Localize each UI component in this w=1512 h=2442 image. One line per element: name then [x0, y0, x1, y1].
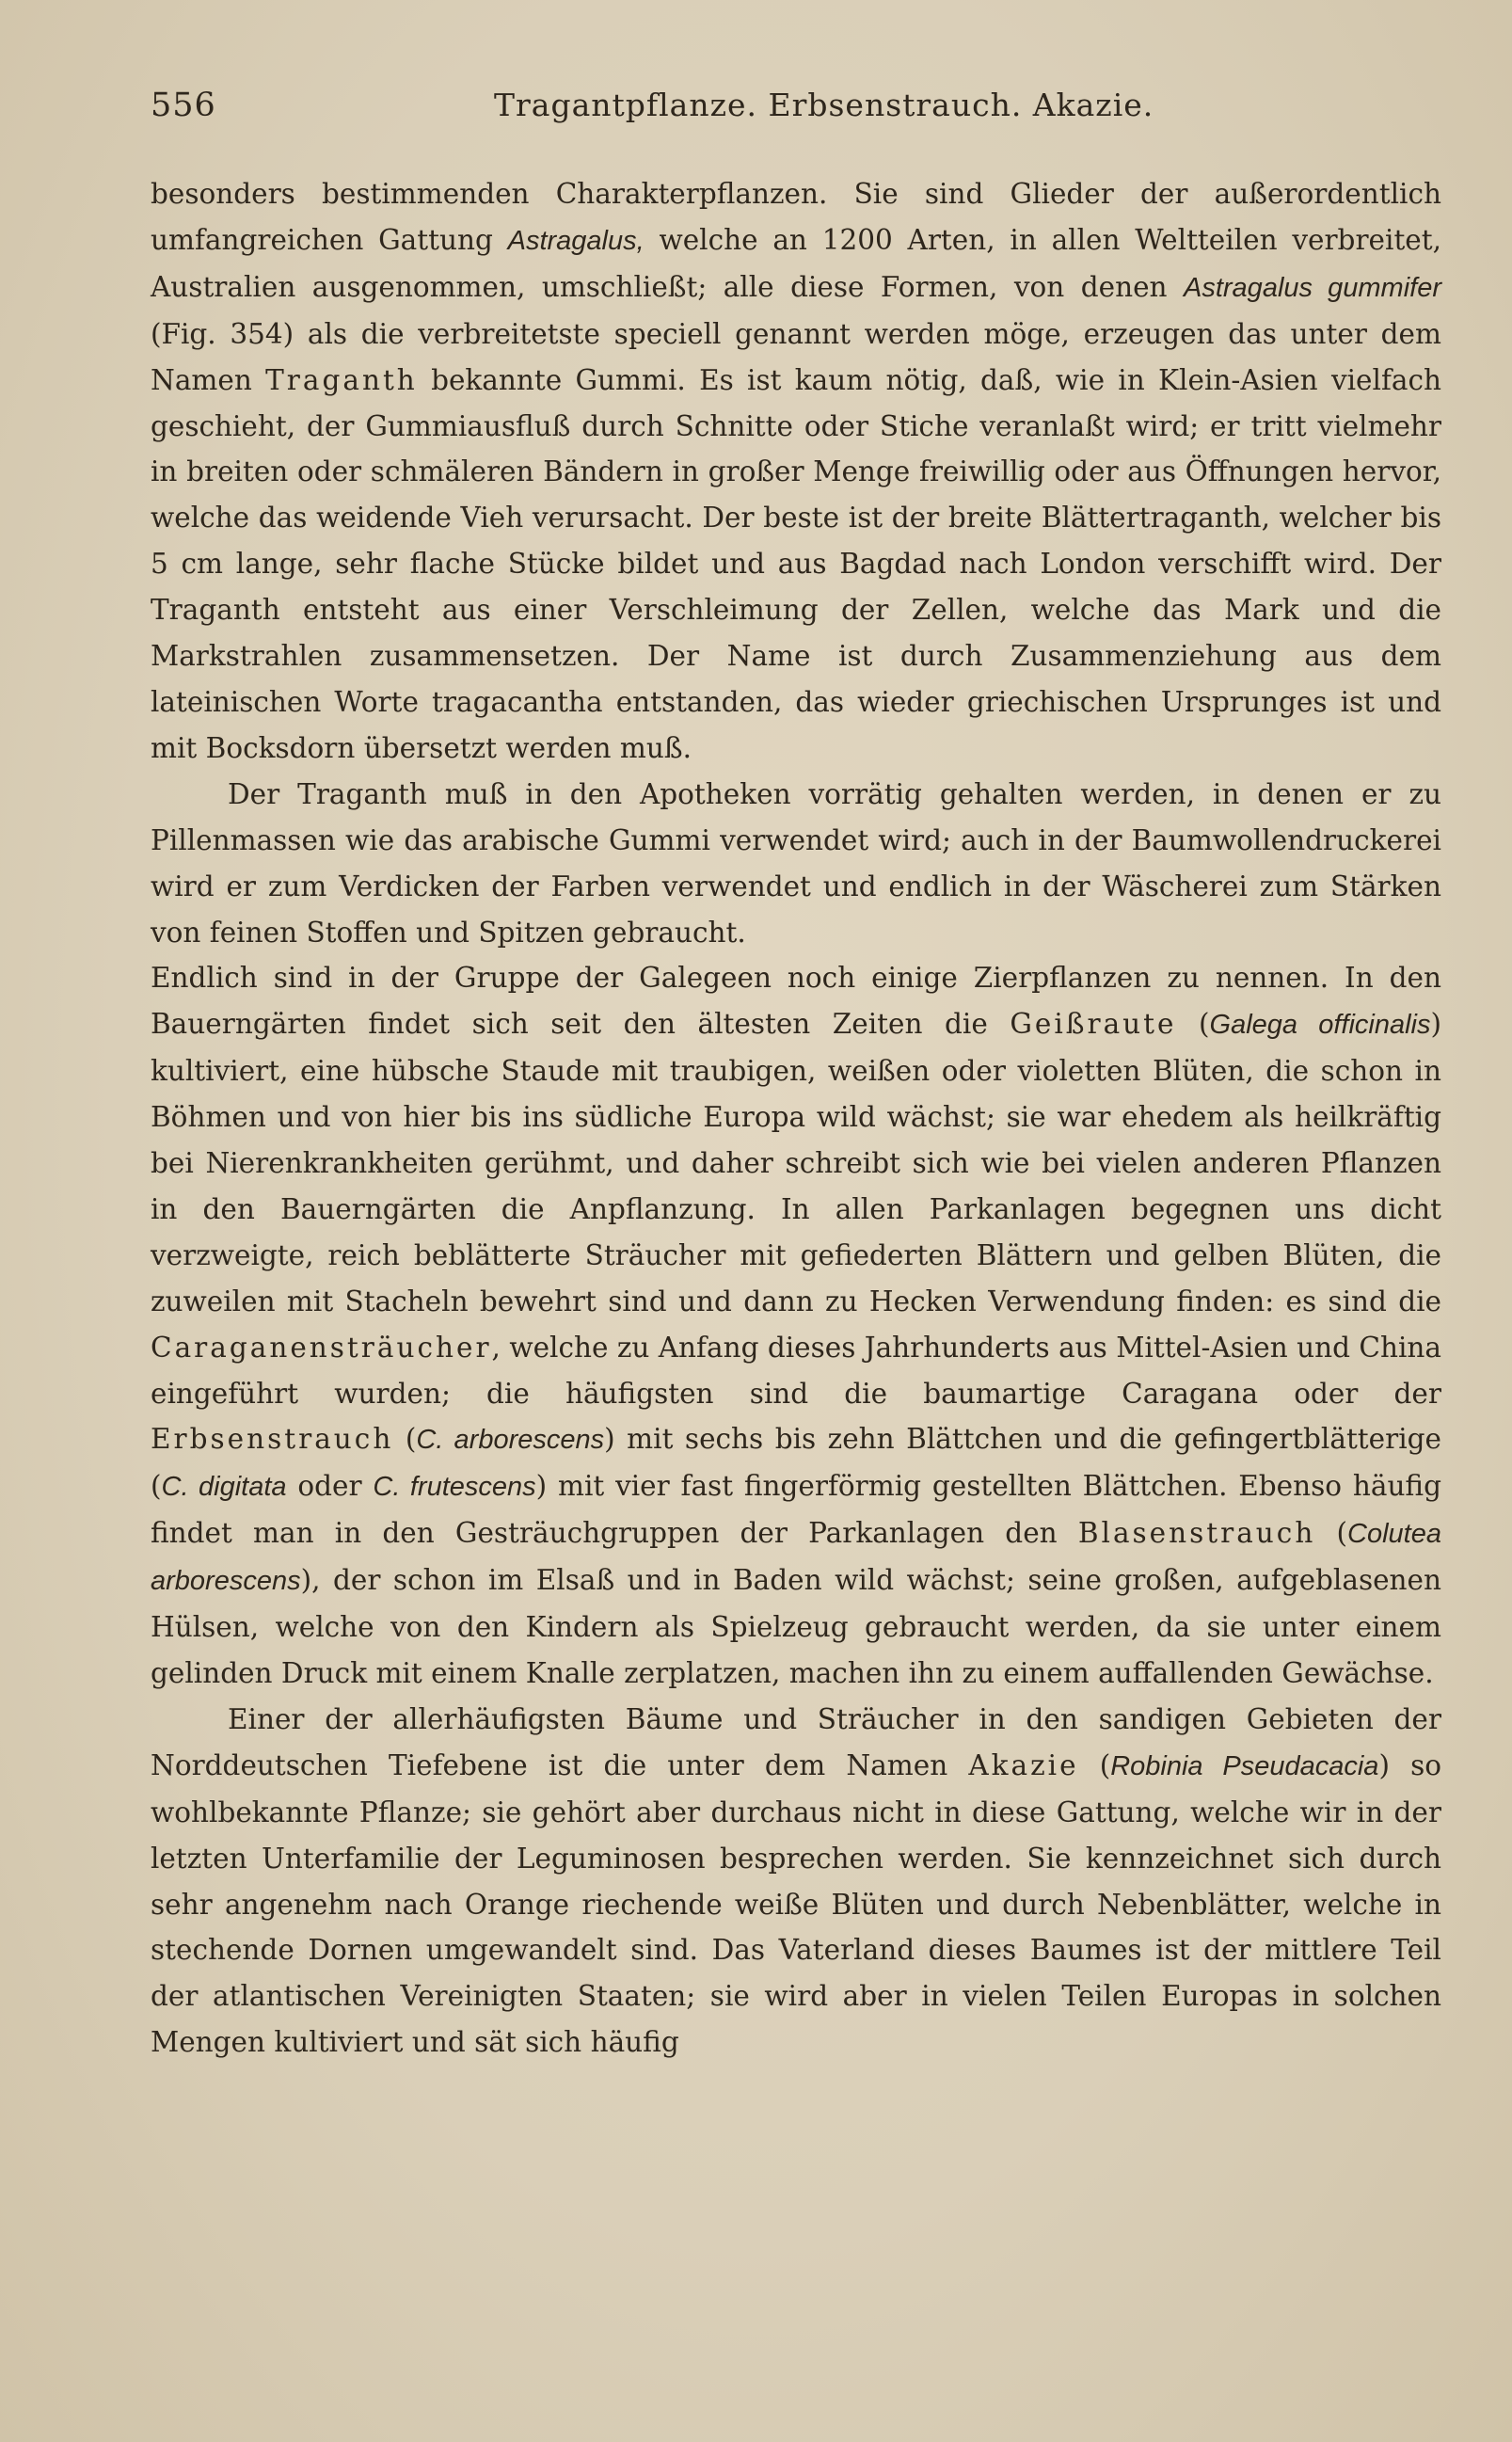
paragraph — [151, 171, 1441, 772]
text-run: besonders bestimmenden Charakterpflanzen. Sie sind Glieder der außerordentlich umfangreichen Gattung — [151, 178, 1441, 256]
running-head — [151, 87, 1440, 136]
text-run: Der Traganth muß in den Apotheken vorrätig gehalten werden, in denen er zu Pillenmassen wie das arabische Gummi verwendet wird; auch in der Baumwollendruckerei wird er zum Verdicken der Farben verwendet und endlich in der Wäscherei zum Stärken von feinen Stoffen und Spitzen gebraucht. — [151, 777, 1441, 949]
text-run: ( — [1315, 1517, 1348, 1550]
text-run: welche an 1200 Arten, in allen Weltteilen verbreitet, Australien ausgenommen, umschließt; alle diese Formen, von denen — [151, 223, 1441, 303]
latin-name: C. arborescens — [416, 1425, 605, 1456]
text-run: ) mit vier fast fingerförmig gestellten Blättchen. Ebenso häufig findet man in den Gesträuchgruppen der Parkanlagen den — [151, 1470, 1441, 1550]
text-run: ) so wohlbekannte Pflanze; sie gehört aber durchaus nicht in diese Gattung, welche wir in der letzten Unterfamilie der Leguminosen besprechen werden. Sie kennzeichnet sich durch sehr angenehm nach Orange riechende weiße Blüten und durch Nebenblätter, welche in stechende Dornen umgewandelt sind. Das Vaterland dieses Baumes ist der mittlere Teil der atlantischen Vereinigten Staaten; sie wird aber in vielen Teilen Europas in solchen Mengen kultiviert und sät sich häufig — [151, 1748, 1441, 2059]
latin-name: C. frutescens — [373, 1472, 536, 1503]
text-run: bekannte Gummi. Es ist kaum nötig, daß, wie in Klein-Asien vielfach geschieht, der Gummiausfluß durch Schnitte oder Stiche veranlaßt wird; er tritt vielmehr in breiten oder schmäleren Bändern in großer Menge freiwillig oder aus Öffnungen hervor, welche das weidende Vieh verursacht. Der beste ist der breite Blättertraganth, welcher bis 5 cm lange, sehr flache Stücke bildet und aus Bagdad nach London verschifft wird. Der Traganth entsteht aus einer Verschleimung der Zellen, welche das Mark und die Markstrahlen zusammensetzen. Der Name ist durch Zusammenziehung aus dem lateinischen Worte tragacantha entstanden, das wieder griechischen Ursprunges ist und mit Bocksdorn übersetzt werden muß. — [151, 363, 1441, 764]
text-run: ) mit sechs bis zehn Blättchen und die gefingertblätterige ( — [151, 1423, 1441, 1503]
emphasized-term: Blasenstrauch — [1077, 1517, 1316, 1550]
latin-name: Robinia Pseudacacia — [1110, 1750, 1379, 1781]
latin-name: Galega officinalis — [1209, 1010, 1431, 1041]
text-run: , welche zu Anfang dieses Jahrhunderts aus Mittel-Asien und China eingeführt wurden; die häufigsten sind die baumartige Caragana oder der — [151, 1331, 1441, 1410]
text-run: ), der schon im Elsaß und in Baden wild wächst; seine großen, aufgeblasenen Hülsen, welche von den Kindern als Spielzeug gebraucht werden, da sie unter einem gelinden Druck mit einem Knalle zerplatzen, machen ihn zu einem auffallenden Gewächse. — [151, 1564, 1441, 1689]
text-run: Endlich sind in der Gruppe der Galegeen noch einige Zierpflanzen zu nennen. In den Bauerngärten findet sich seit den ältesten Zeiten die — [151, 962, 1441, 1041]
paragraph — [151, 1697, 1441, 2066]
text-run: ) kultiviert, eine hübsche Staude mit traubigen, weißen oder violetten Blüten, die schon in Böhmen und von hier bis ins südliche Europa wild wächst; sie war ehedem als heilkräftig bei Nierenkrankheiten gerühmt, und daher schreibt sich wie bei vielen anderen Pflanzen in den Bauerngärten die Anpflanzung. In allen Parkanlagen begegnen uns dicht verzweigte, reich beblätterte Sträucher mit gefiederten Blättern und gelben Blüten, die zuweilen mit Stacheln bewehrt sind und dann zu Hecken Verwendung finden: es sind die — [151, 1008, 1442, 1317]
body-text — [151, 171, 1441, 2066]
text-run: ( — [1176, 1008, 1210, 1041]
paragraph — [151, 772, 1441, 956]
text-run: oder — [286, 1470, 374, 1503]
emphasized-term: Akazie — [968, 1748, 1079, 1781]
latin-name: C. digitata — [161, 1472, 287, 1503]
latin-name: Astragalus, — [507, 225, 645, 256]
running-title: Tragantpflanze. Erbsenstrauch. Akazie. — [494, 87, 1154, 123]
latin-name: Colutea arborescens — [151, 1519, 1441, 1597]
emphasized-term: Erbsenstrauch — [151, 1423, 394, 1456]
latin-name: Astragalus gummifer — [1184, 272, 1441, 303]
paragraph — [151, 955, 1441, 1697]
page-number: 556 — [151, 87, 216, 124]
text-run: Einer der allerhäufigsten Bäume und Sträucher in den sandigen Gebieten der Norddeutschen Tiefebene ist die unter dem Namen — [151, 1702, 1441, 1781]
emphasized-term: Caraganensträucher — [151, 1331, 492, 1364]
text-run: (Fig. 354) als die verbreitetste speciell genannt werden möge, erzeugen das unter dem Namen — [151, 317, 1441, 396]
text-run: ( — [393, 1423, 417, 1456]
emphasized-term: Geißraute — [1010, 1008, 1177, 1041]
emphasized-term: Traganth — [265, 363, 418, 396]
text-run: ( — [1078, 1748, 1111, 1781]
